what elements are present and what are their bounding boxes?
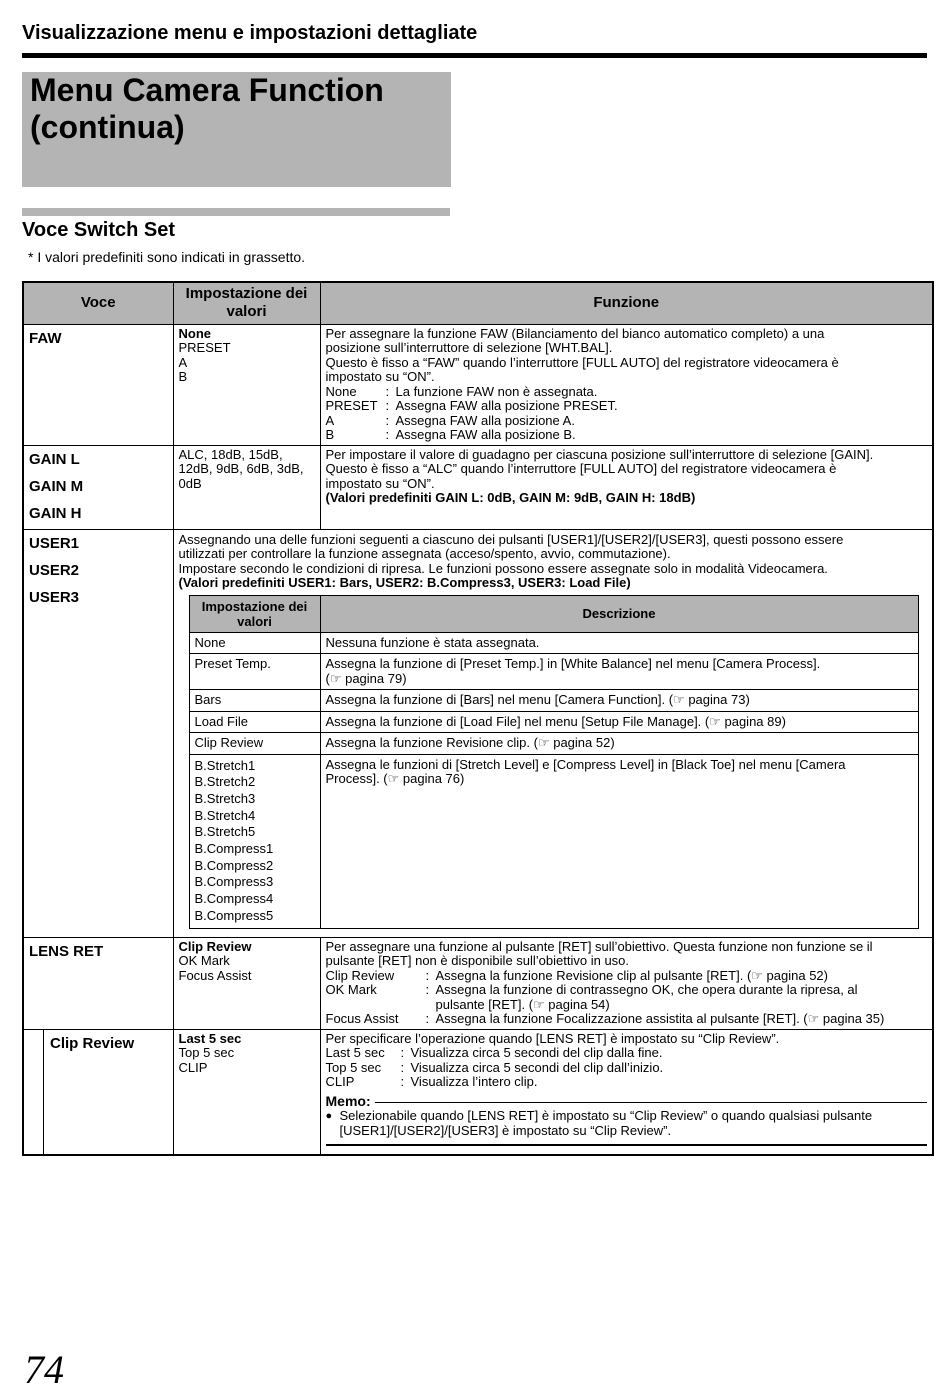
page-number: 74 [24, 1347, 64, 1392]
user-inner-table [189, 595, 919, 929]
inner-row: B.Stretch1 B.Stretch2 B.Stretch3 B.Stretch4 B.Stretch5 B.Compress1 B.Compress2 B.Compress3 B.Compress4 B.Compress5 Assegna le funzioni di [Stretch Level] e [Compress Level] in [Black Toe] nel menu [Camera Process]. (☞ pagina 76) [189, 754, 918, 928]
header-impostazione [173, 282, 320, 324]
menu-title-box [22, 72, 451, 187]
header-impostazione-l1: Impostazione dei [185, 285, 308, 303]
section-bar [22, 208, 450, 216]
table-row [23, 529, 933, 937]
menu-title [22, 72, 451, 146]
table-row [23, 1029, 933, 1155]
settings-table [22, 281, 934, 1156]
values-clip-review: Last 5 sec Top 5 sec CLIP [173, 1029, 320, 1155]
func-line: Per assegnare la funzione FAW (Bilanciamento del bianco automatico completo) a una [325, 325, 825, 341]
inner-header-imp: Impostazione dei valori [189, 595, 320, 632]
header-impostazione-l2: valori [226, 303, 267, 321]
value-item: A [178, 354, 188, 370]
header-voce: Voce [23, 282, 173, 324]
value-item: PRESET [178, 340, 231, 355]
default-note: * I valori predefiniti sono indicati in grassetto. [28, 249, 306, 265]
func-line: impostato su “ON”. [325, 369, 435, 384]
func-lens-ret: Per assegnare una funzione al pulsante [RET] sull’obiettivo. Questa funzione non funzione se il pulsante [RET] non è disponibile sull’obiettivo in uso. Clip Review : Assegna la funzione Revisione clip al pulsante [RET]. (☞ pagina 52) OK Mark : Assegna la funzione di contrassegno OK, che opera durante la ripresa, al pulsante [RET]. (☞ pagina 54) Focus Assist : Assegna la funzione Focalizzazione assistita al pulsante [RET]. (☞ pagina 35) [320, 937, 933, 1029]
values-gain: ALC, 18dB, 15dB, 12dB, 9dB, 6dB, 3dB, 0dB [173, 445, 320, 529]
inner-header-desc: Descrizione [320, 595, 918, 632]
table-row [23, 937, 933, 1029]
inner-row: Bars Assegna la funzione di [Bars] nel menu [Camera Function]. (☞ pagina 73) [189, 690, 918, 712]
voce-user: USER1 USER2 USER3 [23, 529, 173, 937]
inner-row: Clip Review Assegna la funzione Revisione clip. (☞ pagina 52) [189, 733, 918, 755]
menu-title-line1: Menu Camera Function [30, 72, 384, 108]
memo-bullet: ● Selezionabile quando [LENS RET] è impostato su “Clip Review” o quando qualsiasi pulsante [USER1]/[USER2]/[USER3] è impostato su “Clip Review”. [325, 1108, 873, 1138]
voce-faw: FAW [23, 324, 173, 445]
inner-row: Load File Assegna la funzione di [Load File] nel menu [Setup File Manage]. (☞ pagina 89) [189, 711, 918, 733]
voce-clip-review: Clip Review [23, 1029, 173, 1155]
func-line: Questo è fisso a “FAW” quando l’interruttore [FULL AUTO] del registratore videocamera è [325, 354, 839, 370]
def-list: Clip Review : Assegna la funzione Revisione clip al pulsante [RET]. (☞ pagina 52) OK Mark : Assegna la funzione di contrassegno OK, che opera durante la ripresa, al pulsante [RET]. (☞ pagina 54) Focus Assist : Assegna la funzione Focalizzazione assistita al pulsante [RET]. (☞ pagina 35) [325, 967, 885, 1027]
table-row [23, 445, 933, 529]
func-user: Assegnando una delle funzioni seguenti a ciascuno dei pulsanti [USER1]/[USER2]/[USER3], questi possono essere utilizzati per controllare la funzione assegnata (acceso/spento, avvio, commutazione). Impostare secondo le condizioni di ripresa. Le funzioni possono essere assegnate solo in modalità Videocamera. (Valori predefiniti USER1: Bars, USER2: B.Compress3, USER3: Load File) Impostazione dei valori Descrizione None Nessuna funzione è stata assegnata. Preset Temp. Assegna la funzione di [Preset Temp.] in [White Balance] nel menu [Camera Process]. (☞ pagina 79) Bars Assegna la funzione di [Bars] nel menu [Camera Function]. (☞ pagina 73) Load File Assegna la funzione di [Load File] nel menu [Setup File Manage]. (☞ pagina 89) Clip Review Assegna la funzione Revisione clip. (☞ pagina 52) B.Stretch1 B.Stretch2 B.Stretch3 B.Stretch4 B.Stretch5 B.Compress1 B.Compress2 B.Compress3 B.Compress4 B.Compress5 Assegna le funzioni di [Stretch Level] e [Compress Level] in [Black Toe] nel menu [Camera Process]. (☞ pagina 76) [173, 529, 933, 937]
values-lens-ret: Clip Review OK Mark Focus Assist [173, 937, 320, 1029]
section-title: Voce Switch Set [22, 219, 176, 241]
func-faw [320, 324, 933, 445]
voce-gain: GAIN L GAIN M GAIN H [23, 445, 173, 529]
menu-title-line2: (continua) [30, 109, 185, 145]
memo-box [326, 1094, 928, 1147]
memo-label: Memo: [326, 1093, 375, 1109]
bullet-icon: ● [325, 1110, 333, 1123]
header-title: Visualizzazione menu e impostazioni dettagliate [22, 22, 478, 44]
header-rule [22, 53, 927, 58]
def-list: Last 5 sec : Visualizza circa 5 secondi del clip dalla fine. Top 5 sec : Visualizza circa 5 secondi del clip dall’inizio. CLIP : Visualizza l’intero clip. [325, 1045, 664, 1090]
def-list: None : La funzione FAW non è assegnata. PRESET : Assegna FAW alla posizione PRESET. A : Assegna FAW alla posizione A. B : Assegna FAW alla posizione B. [325, 383, 618, 442]
voce-lens-ret: LENS RET [23, 937, 173, 1029]
value-item: B [178, 369, 188, 384]
inner-row: Preset Temp. Assegna la funzione di [Preset Temp.] in [White Balance] nel menu [Camera Process]. (☞ pagina 79) [189, 654, 918, 690]
values-faw [173, 324, 320, 445]
func-clip-review: Per specificare l’operazione quando [LENS RET] è impostato su “Clip Review”. Last 5 sec : Visualizza circa 5 secondi del clip dalla fine. Top 5 sec : Visualizza circa 5 secondi del clip dall’inizio. CLIP : Visualizza l’intero clip. Memo: ● Selezionabile quando [LENS RET] è impostato su “Clip Review” o quando qualsiasi pulsante [USER1]/[USER2]/[USER3] è impostato su “Clip Review”. [320, 1029, 933, 1155]
value-item: None [178, 325, 211, 341]
table-header-row [23, 282, 933, 324]
func-gain: Per impostare il valore di guadagno per ciascuna posizione sull’interruttore di selezione [GAIN]. Questo è fisso a “ALC” quando l’interruttore [FULL AUTO] del registratore videocamera è impostato su “ON”. (Valori predefiniti GAIN L: 0dB, GAIN M: 9dB, GAIN H: 18dB) [320, 445, 933, 529]
func-line: posizione sull’interruttore di selezione [WHT.BAL]. [325, 340, 613, 355]
table-row [23, 324, 933, 445]
header-funzione: Funzione [320, 282, 933, 324]
inner-row: None Nessuna funzione è stata assegnata. [189, 632, 918, 654]
